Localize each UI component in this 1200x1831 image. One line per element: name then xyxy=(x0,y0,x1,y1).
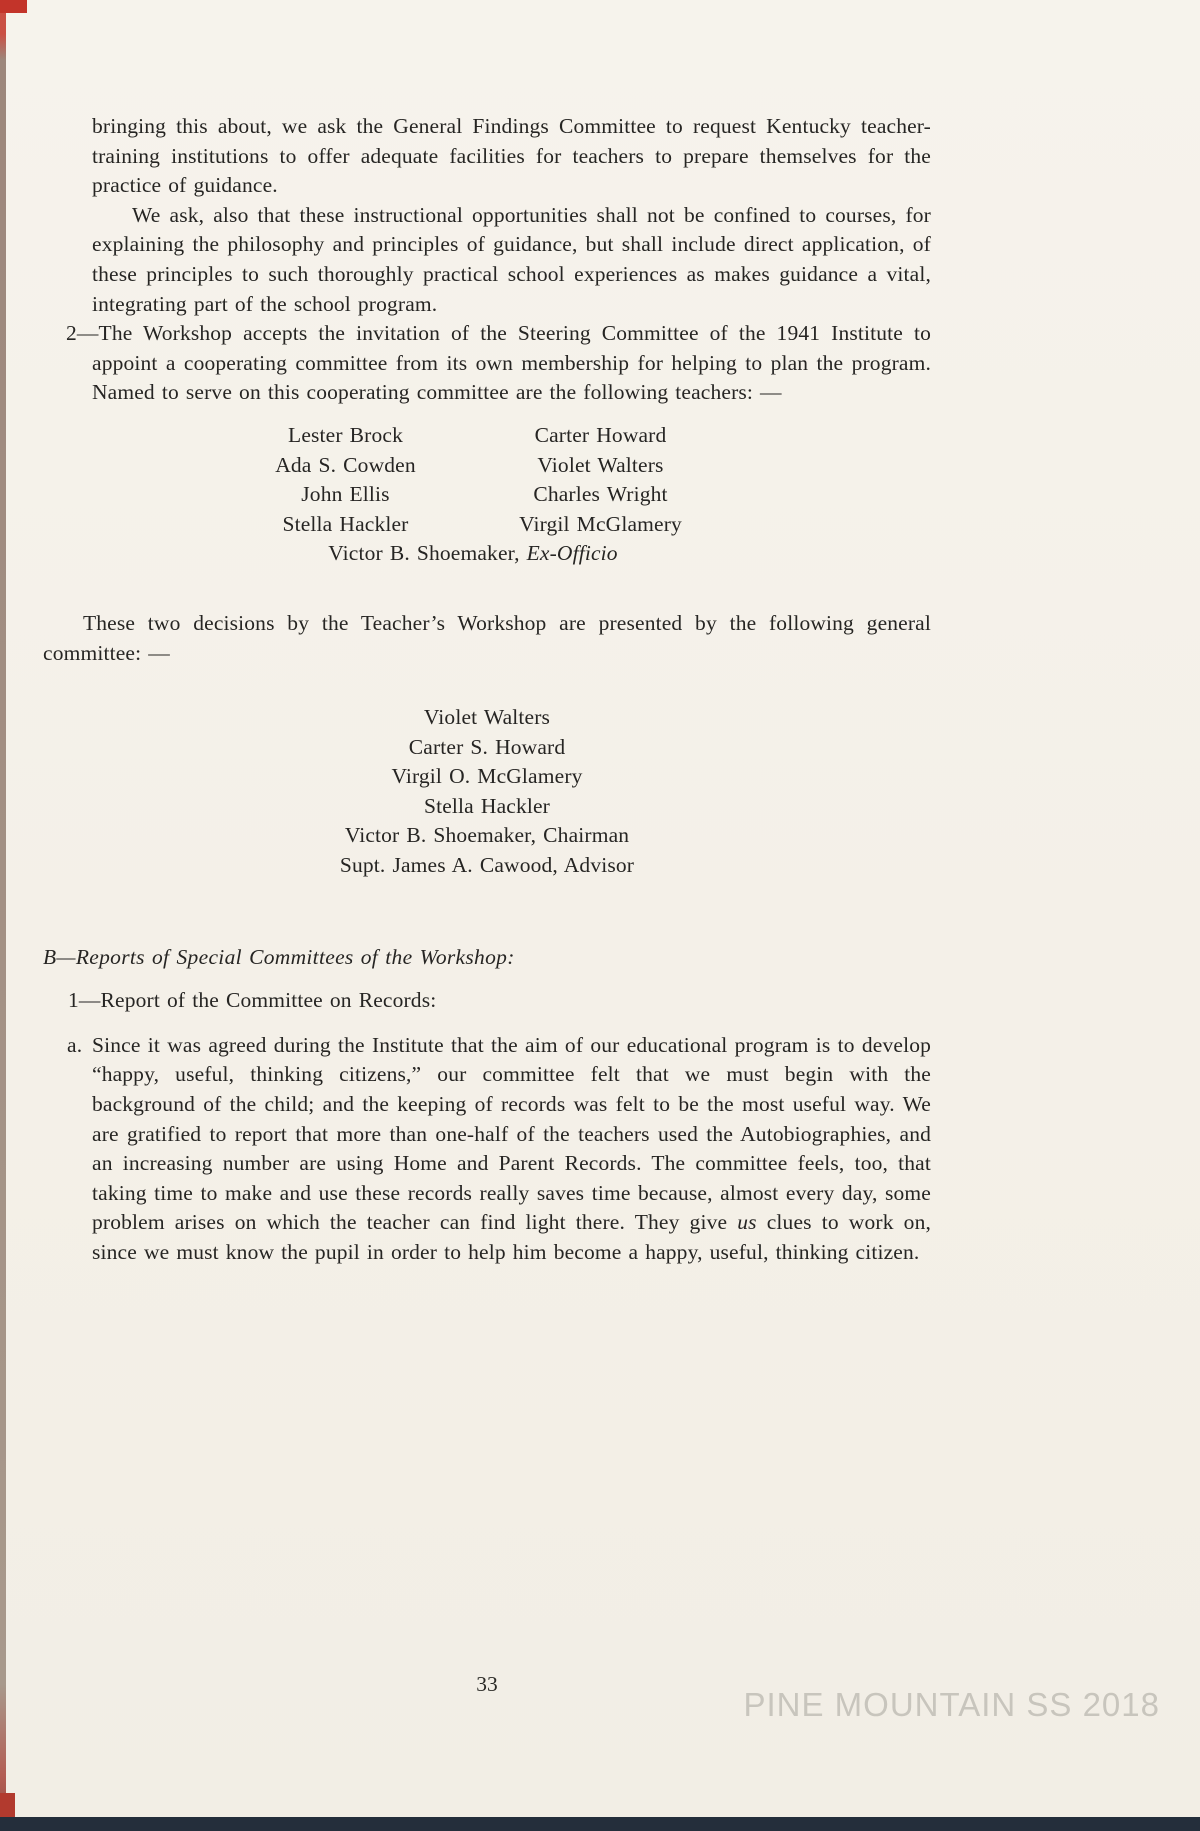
committee-row xyxy=(218,421,728,451)
page-content xyxy=(43,112,931,1268)
item-a-italic-us: us xyxy=(737,1210,757,1235)
general-committee-member: Victor B. Shoemaker, Chairman xyxy=(344,823,630,848)
cooperating-committee-list xyxy=(218,421,728,569)
committee-row xyxy=(218,510,728,540)
committee-member: John Ellis xyxy=(301,482,390,507)
watermark-text: PINE MOUNTAIN SS 2018 xyxy=(743,1686,1160,1723)
general-committee-list xyxy=(43,703,931,881)
ex-officio-name: Victor B. Shoemaker, xyxy=(328,541,527,566)
scan-edge-bottom xyxy=(0,1817,1200,1831)
committee-member: Charles Wright xyxy=(533,482,668,507)
paragraph-we-ask: We ask, also that these instructional opportunities shall not be confined to courses, for explaining the philosophy and principles of guidance, but shall include direct application, of these principles to such thoroughly practical school experiences as makes guidance a vital, integrating part of the school program. xyxy=(92,202,931,316)
scan-corner-bottom-left xyxy=(0,1793,15,1817)
paragraph-continuation: bringing this about, we ask the General Findings Committee to request Kentucky teacher-training institutions to offer adequate facilities for teachers to prepare themselves for the practice of guidance. xyxy=(92,114,931,198)
general-committee-member: Virgil O. McGlamery xyxy=(391,764,583,789)
committee-ex-officio xyxy=(218,539,728,569)
ex-officio-title: Ex-Officio xyxy=(526,541,618,566)
committee-member: Ada S. Cowden xyxy=(275,452,416,477)
presented-by-paragraph: These two decisions by the Teacher’s Workshop are presented by the following general committee: — xyxy=(43,610,931,665)
report-1-heading: 1—Report of the Committee on Records: xyxy=(68,988,437,1013)
scan-corner-top-left xyxy=(0,0,27,13)
item-a-marker: a. xyxy=(67,1032,83,1057)
committee-member: Virgil McGlamery xyxy=(519,511,682,536)
committee-member: Stella Hackler xyxy=(282,511,409,536)
item-a-text-before: Since it was agreed during the Institute that the aim of our educational program is to develop “happy, useful, thinking citizens,” our committee felt that we must begin with the background of the child; and the keeping of records was felt to be the most useful way. We are gratified to report that more than one-half of the teachers used the Autobiographies, and an increasing number are using Home and Parent Records. The committee feels, too, that taking time to make and use these records really saves time because, almost every day, some problem arises on which the teacher can find light there. They give xyxy=(92,1032,931,1235)
item-a-paragraph xyxy=(43,1031,931,1268)
general-committee-member: Stella Hackler xyxy=(424,793,550,818)
committee-member: Lester Brock xyxy=(288,422,403,447)
committee-row xyxy=(218,480,728,510)
section-b-heading: B—Reports of Special Committees of the Workshop: xyxy=(43,944,515,969)
item-a-text-after: clues to work on, since we must know the pupil in order to help him become a happy, useful, thinking citizen. xyxy=(92,1210,931,1264)
general-committee-member: Supt. James A. Cawood, Advisor xyxy=(339,853,635,878)
committee-member: Carter Howard xyxy=(534,422,667,447)
general-committee-member: Carter S. Howard xyxy=(408,734,566,759)
committee-member: Violet Walters xyxy=(537,452,664,477)
numbered-item-2: 2—The Workshop accepts the invitation of the Steering Committee of the 1941 Institute to appoint a cooperating committee from its own membership for helping to plan the program. Named to serve on this cooperating committee are the following teachers: — xyxy=(66,321,931,405)
committee-row xyxy=(218,451,728,481)
page-number: 33 xyxy=(476,1672,498,1696)
general-committee-member: Violet Walters xyxy=(423,705,551,730)
scan-edge-left xyxy=(0,0,6,1831)
